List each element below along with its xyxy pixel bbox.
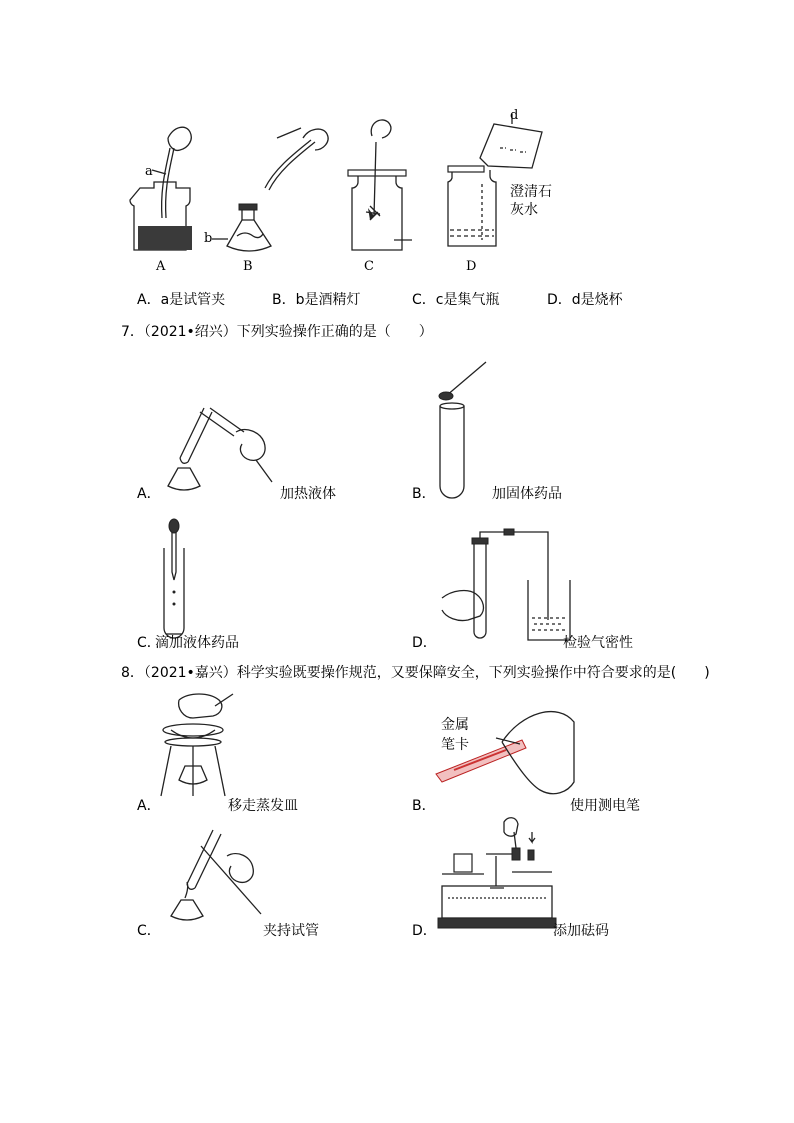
q8-option-c-letter[interactable]: C． (137, 923, 161, 939)
q7d-airtightness-illustration (438, 528, 568, 648)
callout-limewater-line2: 灰水 (510, 202, 538, 218)
q8-option-a-caption: 移走蒸发皿 (228, 798, 298, 814)
q8-stem: 8．（2021•嘉兴）科学实验既要操作规范，又要保障安全，下列实验操作中符合要求的是( ) (121, 665, 710, 681)
q7a-heating-liquid-illustration (160, 398, 285, 493)
q8c-test-tube-holder-illustration (165, 822, 265, 922)
fig-a-tongs-bottle-illustration (130, 118, 200, 258)
figure-label-b: B (243, 259, 253, 274)
q8-option-c-caption: 夹持试管 (263, 923, 319, 939)
figure-label-a: A (156, 259, 166, 274)
q7-option-c-caption: 滴加液体药品 (155, 635, 239, 651)
q6-option-b[interactable]: B．b是酒精灯 (272, 292, 361, 308)
q8-option-a-letter[interactable]: A． (137, 798, 161, 814)
q7-option-d-caption: 检验气密性 (563, 635, 633, 651)
pen-label-line2: 笔卡 (441, 737, 469, 753)
fig-b-alcohol-lamp-illustration (215, 118, 335, 258)
pen-label-line1: 金属 (441, 717, 469, 733)
figure-label-c: C (364, 259, 374, 274)
q7-option-c-letter[interactable]: C． (137, 635, 161, 651)
q8-option-d-caption: 添加砝码 (553, 923, 609, 939)
q7b-solid-reagent-illustration (436, 356, 496, 496)
q7-option-a-letter[interactable]: A． (137, 486, 161, 502)
callout-b-leader (212, 238, 232, 242)
q7-option-a-caption: 加热液体 (280, 486, 336, 502)
figure-label-d: D (466, 259, 477, 274)
callout-b: b (204, 231, 213, 246)
fig-c-gas-jar-illustration (340, 112, 415, 258)
q7-stem: 7．（2021•绍兴）下列实验操作正确的是（ ） (121, 324, 433, 340)
q7c-dropper-illustration (160, 518, 190, 646)
callout-d: d (510, 108, 519, 123)
callout-limewater-line1: 澄清石 (510, 184, 552, 200)
q8d-balance-illustration (436, 814, 556, 936)
q7-option-d-letter[interactable]: D． (412, 635, 437, 651)
q8-option-b-caption: 使用测电笔 (570, 798, 640, 814)
callout-a: a (145, 164, 153, 179)
q8-option-b-letter[interactable]: B． (412, 798, 436, 814)
q6-option-a[interactable]: A．a是试管夹 (137, 292, 226, 308)
q7-option-b-letter[interactable]: B． (412, 486, 436, 502)
q7-option-b-caption: 加固体药品 (492, 486, 562, 502)
q6-option-d[interactable]: D．d是烧杯 (547, 292, 623, 308)
q6-option-c[interactable]: C．c是集气瓶 (412, 292, 500, 308)
q8-option-d-letter[interactable]: D． (412, 923, 437, 939)
q8a-evaporating-dish-illustration (155, 692, 235, 804)
q8b-test-pen-illustration (436, 700, 576, 804)
